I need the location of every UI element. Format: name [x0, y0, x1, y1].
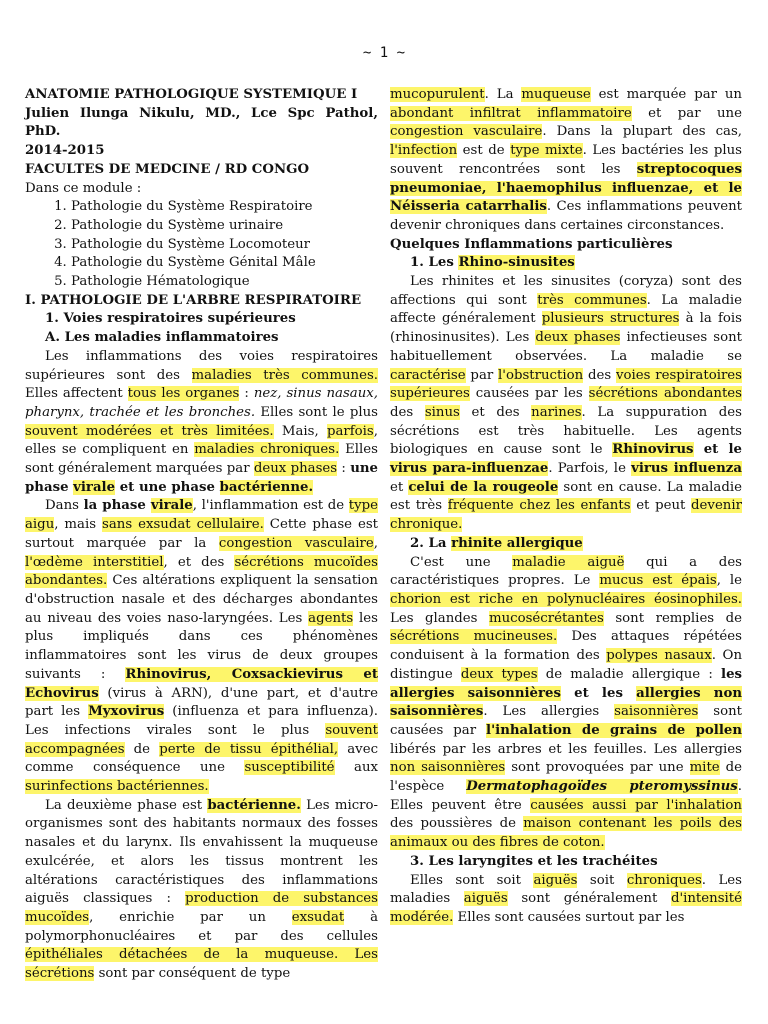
text-run: Dans — [45, 498, 84, 514]
highlighted-text: chorion est riche en polynucléaires éosinophiles. — [390, 591, 742, 607]
subsection-heading: 1. Voies respiratoires supérieures — [45, 311, 296, 327]
text-run: , l'inflammation est de — [192, 498, 349, 514]
text-run: Les glandes — [390, 610, 489, 626]
highlighted-text: maladie aiguë — [512, 554, 625, 570]
text-run: : — [337, 461, 351, 477]
highlighted-text: devenir chronique. — [390, 498, 742, 533]
highlighted-text: type mixte — [510, 143, 583, 159]
highlighted-text: surinfections bactériennes. — [25, 779, 209, 795]
text-run: sont par conséquent de type — [94, 966, 291, 982]
text-run: les — [721, 666, 743, 682]
text-run: aux — [334, 760, 379, 776]
text-run: par — [465, 367, 499, 383]
module-item: 4. Pathologie du Système Génital Mâle — [71, 254, 378, 273]
text-run: Les micro-organismes sont des habitants normaux des fosses nasales et du larynx. Ils envahissent la muqueuse exulcérée, et alors les tissus montrent les altérations caractéristiques des inflammations aiguës classiques : — [25, 797, 378, 907]
text-run: Elles sont le plus — [255, 404, 378, 420]
highlighted-text: plusieurs structures — [541, 311, 680, 327]
text-run: est de — [457, 143, 511, 159]
module-item: 5. Pathologie Hématologique — [71, 273, 378, 292]
text-run: les plus impliqués dans ces phénomènes inflammatoires sont les virus de deux groupes suivants : — [25, 610, 378, 682]
paragraph — [390, 872, 742, 928]
highlighted-text: Rhinovirus, Coxsackievirus et Echovirus — [25, 666, 378, 701]
highlighted-text: Rhinovirus — [612, 442, 694, 458]
text-run: de — [124, 741, 160, 757]
paragraph — [390, 554, 742, 853]
highlighted-text: maladies très communes. — [191, 367, 378, 383]
text-run: à la fois (rhinosinusites). Les — [390, 311, 742, 346]
highlighted-text: l'inhalation de grains de pollen — [486, 722, 742, 738]
text-run: de maladie allergique : — [537, 666, 722, 682]
highlighted-text: très communes — [537, 292, 647, 308]
highlighted-text: épithéliales détachées de la muqueuse. Les sécrétions — [25, 947, 378, 982]
highlighted-text: mucopurulent — [390, 87, 485, 102]
paragraph — [25, 348, 378, 498]
text-run: . Elles peuvent être — [390, 779, 743, 813]
highlighted-text: parfois — [326, 423, 374, 439]
text-run: des poussières de — [390, 816, 524, 832]
highlighted-text: l'infection — [390, 143, 458, 159]
highlighted-text: susceptibilité — [244, 760, 335, 776]
highlighted-text: deux phases — [253, 461, 338, 477]
page-number: ~ 1 ~ — [362, 45, 406, 61]
text-run: . Les maladies — [390, 872, 742, 907]
left-column — [25, 86, 378, 984]
highlighted-text: allergies saisonnières — [390, 685, 561, 701]
text-run: et les — [560, 685, 637, 701]
highlighted-text: sinus — [424, 404, 460, 420]
text-run: Ces altérations expliquent la sensation d'obstruction nasale et des décharges abondantes au niveau des voies naso-laryngées. Les — [25, 573, 378, 626]
highlighted-text: exsudat — [291, 909, 345, 925]
text-run: et le — [693, 442, 742, 458]
text-run: infectieuses sont habituellement observées. La maladie se — [390, 330, 742, 364]
paragraph — [390, 273, 742, 535]
text-run: , enrichie par un — [89, 909, 292, 925]
text-run: . La — [484, 87, 522, 102]
highlighted-text: agents — [308, 610, 354, 626]
text-run: C'est une — [410, 554, 513, 570]
text-run: . Dans la plupart des cas, — [542, 124, 742, 140]
highlighted-text: deux types — [460, 666, 538, 682]
text-run: causées par les — [469, 386, 589, 402]
highlighted-text: muqueuse — [521, 87, 591, 102]
heading-highlight: Rhino-sinusites — [458, 255, 575, 271]
highlighted-text: maladies chroniques. — [194, 442, 340, 458]
highlighted-text: perte de tissu épithélial, — [159, 741, 339, 757]
highlighted-text: polypes nasaux — [606, 648, 712, 664]
text-run: . Ces inflammations peuvent devenir chroniques dans certaines circonstances. — [390, 199, 742, 233]
module-item: 3. Pathologie du Système Locomoteur — [71, 236, 378, 255]
text-run: Les rhinites et les sinusites (coryza) sont des affections qui sont — [390, 274, 742, 308]
highlighted-text: virale — [150, 498, 193, 514]
highlighted-text: aiguës — [463, 891, 508, 907]
text-run: Des attaques répétées conduisent à la formation des — [390, 629, 742, 664]
text-run: sont provoquées par une — [505, 760, 690, 776]
text-run: et — [390, 479, 409, 495]
text-run: Elles affectent — [25, 386, 128, 402]
highlighted-text: sécrétions mucineuses. — [390, 629, 558, 645]
text-run: . Les bactéries les plus souvent rencontrées sont les — [390, 143, 742, 177]
highlighted-text: d'intensité modérée. — [390, 891, 742, 925]
highlighted-text: voies respiratoires supérieures — [390, 367, 742, 402]
academic-year: 2014-2015 — [25, 143, 105, 159]
text-run: Cette phase est surtout marquée par la — [25, 517, 379, 551]
heading-number: 1. Les — [410, 255, 459, 271]
highlighted-text: virale — [73, 479, 116, 495]
text-run: . La maladie affecte généralement — [390, 292, 742, 327]
highlighted-text: celui de la rougeole — [408, 479, 559, 495]
highlighted-text: non saisonnières — [390, 760, 506, 776]
text-run: (virus à ARN), d'une part, et d'autre part les — [25, 685, 378, 720]
subsection-heading — [390, 535, 742, 554]
text-run: la phase — [83, 498, 151, 514]
highlighted-text: aiguës — [533, 872, 578, 888]
text-run: Elles sont soit — [410, 872, 534, 888]
text-run: et par une — [631, 105, 742, 121]
highlighted-text: production de substances mucoïdes — [25, 891, 379, 925]
highlighted-text: narines — [531, 404, 582, 420]
highlighted-text: caractérise — [390, 367, 466, 383]
highlighted-text: tous les organes — [127, 386, 240, 402]
text-run: , mais — [54, 517, 102, 533]
text-run: Les inflammations des voies respiratoires supérieures sont des — [25, 348, 378, 383]
text-run: et peut — [630, 498, 692, 514]
module-intro: Dans ce module : — [25, 180, 142, 196]
module-item: 2. Pathologie du Système urinaire — [71, 217, 378, 236]
text-run: libérés par les arbres et les feuilles. Les allergies — [390, 741, 742, 757]
highlighted-text: streptocoques pneumoniae, l'haemophilus influenzae, et le Néisseria catarrhalis — [390, 161, 742, 215]
text-run: La deuxième phase est — [45, 797, 208, 813]
text-run: qui a des caractéristiques propres. Le — [390, 554, 743, 589]
text-run: est marquée par un — [590, 87, 742, 102]
document-title: ANATOMIE PATHOLOGIQUE SYSTEMIQUE I — [25, 87, 358, 102]
author-line: Julien Ilunga Nikulu, MD., Lce Spc Pathol, PhD. — [25, 105, 378, 140]
highlighted-text: l'œdème interstitiel — [25, 554, 164, 570]
text-run: . Parfois, le — [548, 461, 632, 477]
text-run: Elles sont causées surtout par les — [453, 909, 685, 925]
highlighted-text: bactérienne. — [219, 479, 314, 495]
highlighted-text: chroniques — [626, 872, 702, 888]
right-column — [390, 86, 742, 928]
text-run: , le — [716, 573, 742, 589]
highlighted-text: congestion vasculaire — [218, 535, 374, 551]
text-run: avec comme conséquence une — [25, 741, 379, 776]
text-run: une phase — [25, 461, 378, 495]
text-run: sont remplies de — [603, 610, 743, 626]
highlighted-text: virus para-influenzae — [390, 461, 549, 477]
text-run: de l'espèce — [390, 760, 742, 795]
subsection-heading — [390, 254, 742, 273]
highlighted-text: deux phases — [535, 330, 621, 346]
text-run: sont en cause. La maladie est très — [390, 479, 742, 514]
highlighted-text: mite — [689, 760, 720, 776]
paragraph — [25, 497, 378, 796]
highlighted-text: sécrétions mucoïdes abondantes. — [25, 554, 378, 589]
text-run: des — [583, 367, 616, 383]
text-run: sont généralement — [507, 891, 671, 907]
text-run: et des — [459, 404, 532, 420]
highlighted-text: maison contenant les poils des animaux ou des fibres de coton. — [390, 816, 742, 851]
highlighted-text: abondant infiltrat inflammatoire — [390, 105, 632, 121]
text-run: à polymorphonucléaires et par des cellules — [25, 909, 378, 944]
text-run: , — [373, 535, 378, 551]
highlighted-text: causées aussi par l'inhalation — [530, 797, 742, 813]
paragraph — [25, 797, 378, 984]
highlighted-text: congestion vasculaire — [390, 124, 543, 140]
text-run: sont causées par — [390, 704, 743, 738]
text-run: (influenza et para influenza). Les infections virales sont le plus — [25, 704, 378, 738]
text-run: . On distingue — [390, 648, 743, 682]
highlighted-text: Dermatophagoïdes pteromyssinus — [466, 779, 738, 795]
highlighted-text: sécrétions abondantes — [588, 386, 742, 402]
module-list — [25, 198, 378, 292]
highlighted-text: Myxovirus — [88, 704, 165, 720]
text-run: . La suppuration des sécrétions est très habituelle. Les agents biologiques en cause sont le — [390, 404, 742, 458]
text-run: Elles sont généralement marquées par — [25, 442, 378, 477]
text-run: une phase — [138, 479, 220, 495]
highlighted-text: type aigu — [25, 498, 379, 533]
faculty-line: FACULTES DE MEDCINE / RD CONGO — [25, 161, 310, 177]
highlighted-text: saisonnières — [614, 704, 699, 720]
heading-number: 2. La — [410, 535, 452, 551]
paragraph — [390, 86, 742, 236]
text-run: nez, sinus nasaux, pharynx, trachée et les bronches. — [25, 386, 378, 420]
heading-highlight: rhinite allergique — [451, 535, 583, 551]
text-run: des — [390, 404, 425, 420]
highlighted-text: souvent accompagnées — [25, 722, 378, 757]
subsection-heading: 3. Les laryngites et les trachéites — [410, 853, 658, 869]
text-run: Mais, — [273, 423, 327, 439]
highlighted-text: allergies non saisonnières — [390, 685, 742, 720]
highlighted-text: sans exsudat cellulaire. — [102, 517, 264, 533]
highlighted-text: souvent modérées et très limitées. — [25, 423, 274, 439]
section-heading: Quelques Inflammations particulières — [390, 236, 673, 252]
text-run: : — [239, 386, 254, 402]
highlighted-text: mucosécrétantes — [488, 610, 604, 626]
module-item: 1. Pathologie du Système Respiratoire — [71, 198, 378, 217]
text-run: soit — [577, 872, 627, 888]
highlighted-text: l'obstruction — [498, 367, 584, 383]
subsection-heading: A. Les maladies inflammatoires — [45, 330, 279, 346]
section-heading: I. PATHOLOGIE DE L'ARBRE RESPIRATOIRE — [25, 292, 362, 308]
highlighted-text: virus influenza — [631, 461, 742, 477]
text-run: , et des — [163, 554, 235, 570]
highlighted-text: mucus est épais — [599, 573, 717, 589]
text-run: , elles se compliquent en — [25, 423, 378, 458]
text-run: et — [115, 479, 139, 495]
highlighted-text: fréquente chez les enfants — [447, 498, 631, 514]
highlighted-text: bactérienne. — [207, 797, 301, 813]
text-run: . Les allergies — [483, 704, 615, 720]
